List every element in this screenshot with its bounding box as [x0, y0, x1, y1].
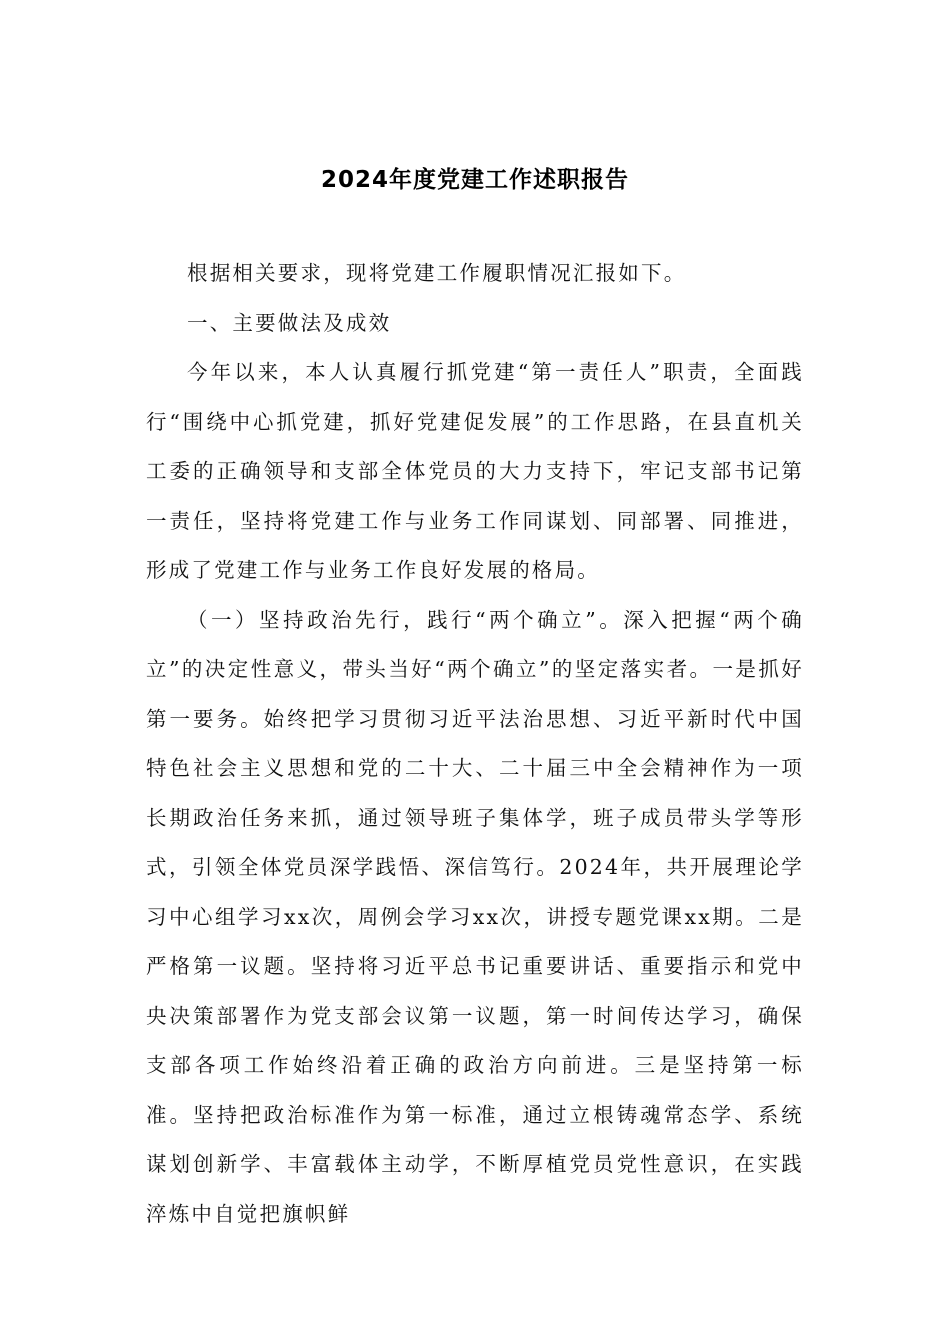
intro-paragraph: 根据相关要求，现将党建工作履职情况汇报如下。 [187, 261, 687, 285]
body-paragraph: 今年以来，本人认真履行抓党建“第一责任人”职责，全面践行“围绕中心抓党建，抓好党建促发展”的工作思路，在县直机关工委的正确领导和支部全体党员的大力支持下，牢记支部书记第一责任，坚持将党建工作与业务工作同谋划、同部署、同推进，形成了党建工作与业务工作良好发展的格局。 [146, 360, 804, 582]
document-body [146, 249, 804, 1239]
section-heading: 一、主要做法及成效 [187, 310, 392, 335]
body-paragraph: （一）坚持政治先行，践行“两个确立”。深入把握“两个确立”的决定性意义，带头当好“两个确立”的坚定落实者。一是抓好第一要务。始终把学习贯彻习近平法治思想、习近平新时代中国特色社会主义思想和党的二十大、二十届三中全会精神作为一项长期政治任务来抓，通过领导班子集体学，班子成员带头学等形式，引领全体党员深学践悟、深信笃行。2024年，共开展理论学习中心组学习xx次，周例会学习xx次，讲授专题党课xx期。二是严格第一议题。坚持将习近平总书记重要讲话、重要指示和党中央决策部署作为党支部会议第一议题，第一时间传达学习，确保支部各项工作始终沿着正确的政治方向前进。三是坚持第一标准。坚持把政治标准作为第一标准，通过立根铸魂常态学、系统谋划创新学、丰富载体主动学，不断厚植党员党性意识，在实践淬炼中自觉把旗帜鲜 [146, 607, 804, 1226]
document-title: 2024年度党建工作述职报告 [320, 167, 629, 193]
